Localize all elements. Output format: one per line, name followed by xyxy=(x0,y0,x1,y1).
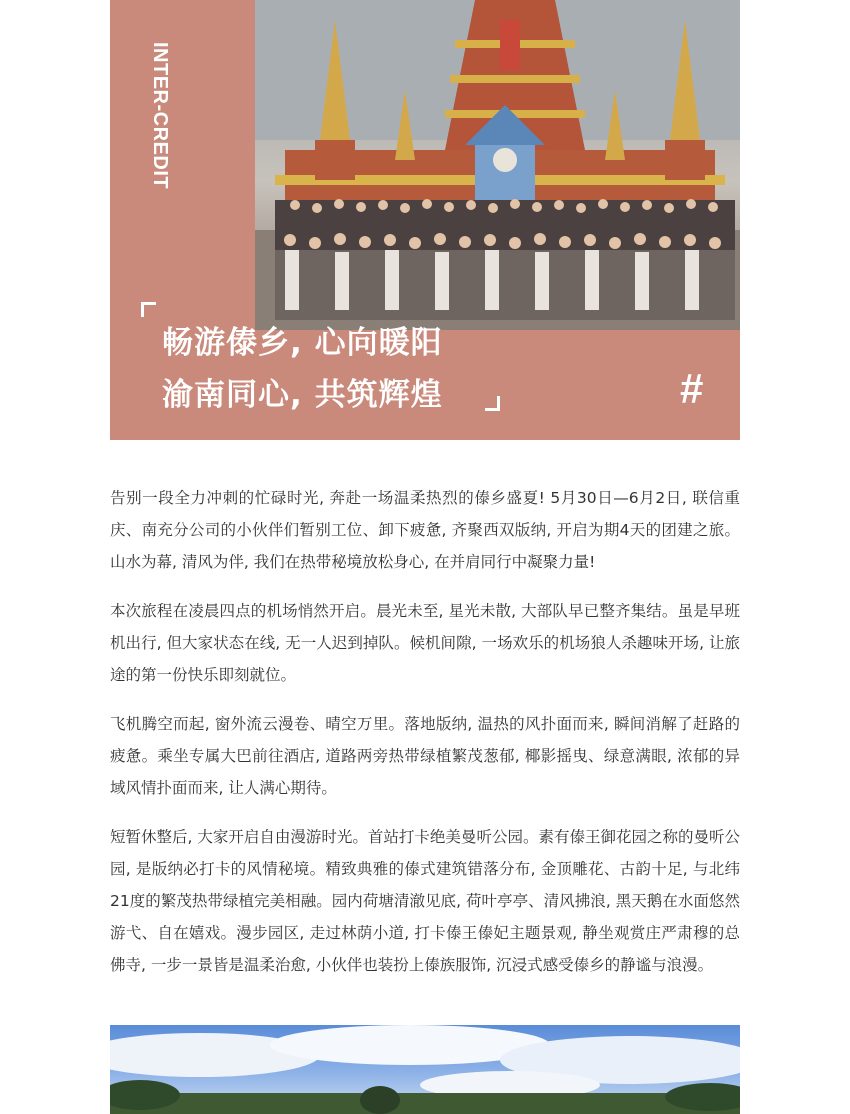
park-photo xyxy=(110,1025,740,1114)
article-paragraph: 飞机腾空而起, 窗外流云漫卷、晴空万里。落地版纳, 温热的风扑面而来, 瞬间消解了赶路的疲惫。乘坐专属大巴前往酒店, 道路两旁热带绿植繁茂葱郁, 椰影摇曳、绿意满眼, 浓郁的异域风情扑面而来, 让人满心期待。 xyxy=(110,715,740,797)
group-photo-temple xyxy=(255,0,740,330)
article-paragraph: 短暂休整后, 大家开启自由漫游时光。首站打卡绝美曼听公园。素有傣王御花园之称的曼听公园, 是版纳必打卡的风情秘境。精致典雅的傣式建筑错落分布, 金顶雕花、古韵十足, 与北纬21度的繁茂热带绿植完美相融。园内荷塘清澈见底, 荷叶亭亭、清风拂浪, 黑天鹅在水面悠然游弋、自在嬉戏。漫步园区, 走过林荫小道, 打卡傣王傣妃主题景观, 静坐观赏庄严肃穆的总佛寺, 一步一景皆是温柔治愈, 小伙伴也装扮上傣族服饰, 沉浸式感受傣乡的静谧与浪漫。 xyxy=(110,828,740,974)
headline-line-1: 畅游傣乡, 心向暖阳 xyxy=(162,325,443,361)
hero-banner xyxy=(110,0,740,440)
article-paragraph: 本次旅程在凌晨四点的机场悄然开启。晨光未至, 星光未散, 大部队早已整齐集结。虽是早班机出行, 但大家状态在线, 无一人迟到掉队。候机间隙, 一场欢乐的机场狼人杀趣味开场, 让旅途的第一份快乐即刻就位。 xyxy=(110,602,740,684)
article-body xyxy=(110,482,740,998)
headline-line-2: 渝南同心, 共筑辉煌 xyxy=(162,377,443,413)
hash-mark: # xyxy=(680,365,704,412)
brand-side-label: INTER-CREDIT xyxy=(149,42,171,190)
quote-corner-close xyxy=(485,396,500,411)
quote-corner-open xyxy=(141,302,156,317)
article-paragraph: 告别一段全力冲刺的忙碌时光, 奔赴一场温柔热烈的傣乡盛夏! 5月30日—6月2日, 联信重庆、南充分公司的小伙伴们暂别工位、卸下疲惫, 齐聚西双版纳, 开启为期4天的团建之旅。山水为幕, 清风为伴, 我们在热带秘境放松身心, 在并肩同行中凝聚力量! xyxy=(110,489,740,571)
